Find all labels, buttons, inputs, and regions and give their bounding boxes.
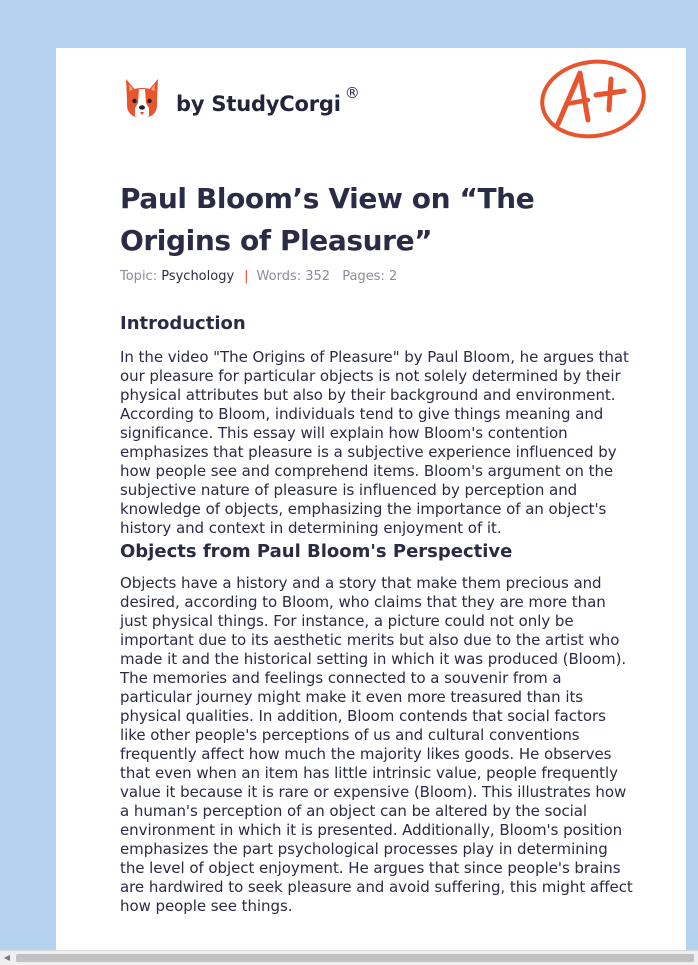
section-heading-objects: Objects from Paul Bloom's Perspective <box>120 541 513 562</box>
words-count: 352 <box>305 269 331 284</box>
meta-separator: | <box>244 269 249 284</box>
registered-mark: ® <box>344 84 360 102</box>
topic-link[interactable]: Psychology <box>161 269 235 284</box>
section-paragraph-objects: Objects have a history and a story that make them precious and desired, according to Bloom, who claims that they are more than just physical things. For instance, a picture could not only be important due to its aesthetic merits but also due to the artist who made it and the historical setting in which it was produced (Bloom). The memories and feelings connected to a souvenir from a particular journey might make it even more treasured than its physical qualities. In addition, Bloom contends that social factors like other people's perceptions of us and cultural conventions frequently affect how much the majority likes goods. He observes that even when an item has little intrinsic value, people frequently value it because it is rare or expensive (Bloom). This illustrates how a human's perception of an object can be altered by the social environment in which it is presented. Additionally, Bloom's position emphasizes the part psychological processes play in determining the level of object enjoyment. He argues that since people's brains are hardwired to seek pleasure and avoid suffering, this might affect how people see things. <box>120 574 633 915</box>
scroll-left-arrow-icon[interactable]: ◀ <box>3 953 11 962</box>
a-plus-grade-icon <box>538 58 648 140</box>
horizontal-scrollbar[interactable] <box>0 950 698 965</box>
corgi-logo-icon <box>122 77 162 121</box>
article-body <box>120 310 634 916</box>
section-heading-introduction: Introduction <box>120 313 246 334</box>
page-title: Paul Bloom’s View on “The Origins of Pleasure” <box>120 182 535 257</box>
brand-header[interactable] <box>122 76 360 122</box>
brand-name <box>176 84 360 116</box>
article-meta <box>120 269 397 284</box>
scrollbar-thumb[interactable] <box>16 954 694 962</box>
pages-count: 2 <box>389 269 398 284</box>
topic-label: Topic: <box>120 269 158 284</box>
section-paragraph-introduction: In the video "The Origins of Pleasure" by Paul Bloom, he argues that our pleasure for particular objects is not solely determined by their physical attributes but also by their background and environment. According to Bloom, individuals tend to give things meaning and significance. This essay will explain how Bloom's contention emphasizes that pleasure is a subjective experience influenced by how people see and comprehend items. Bloom's argument on the subjective nature of pleasure is influenced by perception and knowledge of objects, emphasizing the importance of an object's history and context in determining enjoyment of it. <box>120 348 629 537</box>
pages-label: Pages: <box>342 269 385 284</box>
brand-text: by StudyCorgi <box>176 92 341 116</box>
document-page <box>56 48 686 952</box>
words-label: Words: <box>256 269 302 284</box>
